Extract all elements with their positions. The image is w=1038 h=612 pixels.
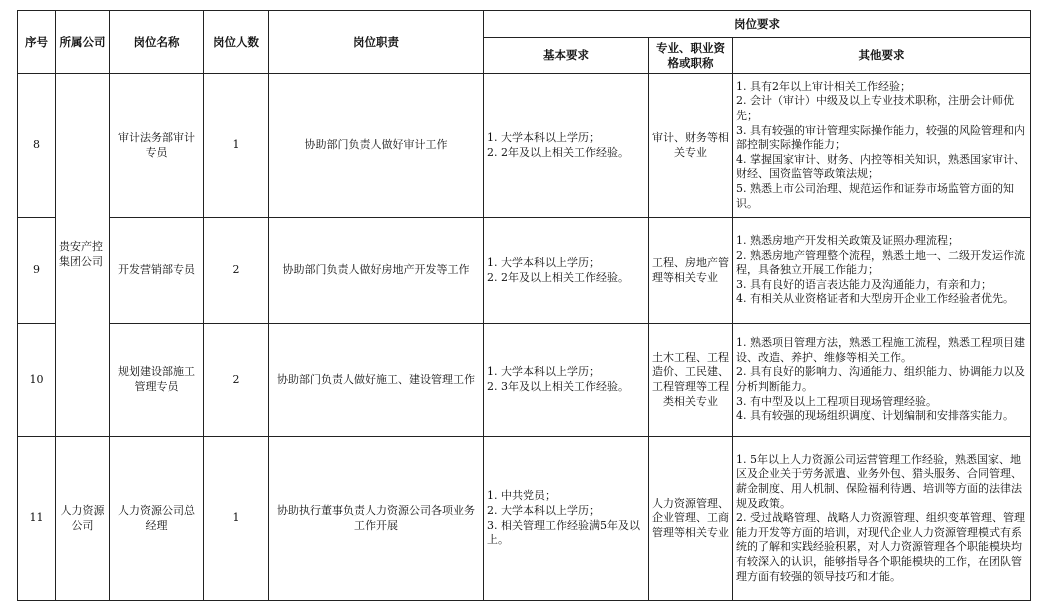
duties-cell: 协助部门负责人做好施工、建设管理工作	[269, 324, 484, 437]
duties-cell: 协助部门负责人做好房地产开发等工作	[269, 218, 484, 324]
header-duties: 岗位职责	[269, 11, 484, 74]
basic-line: 1. 大学本科以上学历；	[487, 255, 600, 269]
seq-cell: 9	[18, 218, 56, 324]
other-line: 2. 熟悉房地产管理整个流程，熟悉土地一、二级开发运作流程，具备独立开展工作能力；	[736, 248, 1025, 277]
basic-line: 2. 大学本科以上学历；	[487, 503, 600, 517]
basic-cell	[484, 218, 649, 324]
duties-cell: 协助部门负责人做好审计工作	[269, 74, 484, 218]
header-company: 所属公司	[56, 11, 110, 74]
other-line: 3. 有中型及以上工程项目现场管理经验。	[736, 394, 937, 408]
table-row	[18, 324, 1031, 437]
other-line: 2. 具有良好的影响力、沟通能力、组织能力、协调能力以及分析判断能力。	[736, 365, 1025, 393]
header-major: 专业、职业资格或职称	[649, 38, 733, 74]
headcount-cell: 2	[204, 324, 269, 437]
major-cell: 审计、财务等相关专业	[649, 74, 733, 218]
other-line: 3. 具有良好的语言表达能力及沟通能力，有亲和力；	[736, 277, 992, 291]
other-cell	[733, 437, 1031, 601]
header-other: 其他要求	[733, 38, 1031, 74]
other-line: 1. 5年以上人力资源公司运营管理工作经验，熟悉国家、地区及企业关于劳务派遣、业务外包、猎头服务、合同管理、薪金制度、用人机制、保险福利待遇、培训等方面的法律法规及政策。	[736, 452, 1022, 510]
header-seq: 序号	[18, 11, 56, 74]
position-cell: 规划建设部施工管理专员	[110, 324, 204, 437]
headcount-cell: 1	[204, 74, 269, 218]
table-row	[18, 437, 1031, 601]
major-cell: 土木工程、工程造价、工民建、工程管理等工程类相关专业	[649, 324, 733, 437]
headcount-cell: 2	[204, 218, 269, 324]
other-cell	[733, 218, 1031, 324]
position-cell: 审计法务部审计专员	[110, 74, 204, 218]
other-line: 4. 掌握国家审计、财务、内控等相关知识，熟悉国家审计、财经、国资监管等政策法规；	[736, 152, 1025, 181]
seq-cell: 11	[18, 437, 56, 601]
other-line: 4. 具有较强的现场组织调度、计划编制和安排落实能力。	[736, 409, 1014, 423]
position-cell: 人力资源公司总经理	[110, 437, 204, 601]
basic-line: 2. 2年及以上相关工作经验。	[487, 145, 629, 159]
basic-cell	[484, 437, 649, 601]
other-line: 1. 熟悉项目管理方法，熟悉工程施工流程，熟悉工程项目建设、改造、养护、维修等相关工作。	[736, 336, 1025, 364]
other-line: 4. 有相关从业资格证者和大型房开企业工作经验者优先。	[736, 292, 1014, 306]
duties-cell: 协助执行董事负责人力资源公司各项业务工作开展	[269, 437, 484, 601]
basic-line: 3. 相关管理工作经验满5年及以上。	[487, 518, 640, 547]
header-position: 岗位名称	[110, 11, 204, 74]
other-cell	[733, 74, 1031, 218]
seq-cell: 10	[18, 324, 56, 437]
other-cell	[733, 324, 1031, 437]
basic-line: 1. 中共党员；	[487, 489, 556, 503]
table-row	[18, 218, 1031, 324]
basic-line: 2. 2年及以上相关工作经验。	[487, 270, 629, 284]
header-basic: 基本要求	[484, 38, 649, 74]
basic-cell	[484, 324, 649, 437]
basic-line: 1. 大学本科以上学历；	[487, 130, 600, 144]
header-requirements: 岗位要求	[484, 11, 1031, 38]
basic-cell	[484, 74, 649, 218]
recruitment-table	[17, 10, 1031, 601]
position-cell: 开发营销部专员	[110, 218, 204, 324]
table-row	[18, 74, 1031, 218]
other-line: 2. 会计（审计）中级及以上专业技术职称，注册会计师优先；	[736, 94, 1014, 123]
company-cell: 人力资源公司	[56, 437, 110, 601]
major-cell: 人力资源管理、企业管理、工商管理等相关专业	[649, 437, 733, 601]
major-cell: 工程、房地产管理等相关专业	[649, 218, 733, 324]
header-headcount: 岗位人数	[204, 11, 269, 74]
other-line: 1. 熟悉房地产开发相关政策及证照办理流程；	[736, 234, 959, 248]
basic-line: 1. 大学本科以上学历；	[487, 365, 600, 379]
headcount-cell: 1	[204, 437, 269, 601]
other-line: 5. 熟悉上市公司治理、规范运作和证券市场监管方面的知识。	[736, 181, 1014, 210]
header-row-1	[18, 11, 1031, 38]
other-line: 2. 受过战略管理、战略人力资源管理、组织变革管理、管理能力开发等方面的培训，对现代企业人力资源管理模式有系统的了解和实践经验积累，对人力资源管理各个职能模块均有较深入的认识，能够指导各个职能模块的工作，在团队管理方面有较强的领导技巧和才能。	[736, 511, 1025, 583]
other-line: 1. 具有2年以上审计相关工作经验；	[736, 79, 911, 93]
basic-line: 2. 3年及以上相关工作经验。	[487, 380, 629, 393]
seq-cell: 8	[18, 74, 56, 218]
company-cell: 贵安产控集团公司	[56, 74, 110, 437]
other-line: 3. 具有较强的审计管理实际操作能力，较强的风险管理和内部控制实际操作能力；	[736, 123, 1025, 152]
